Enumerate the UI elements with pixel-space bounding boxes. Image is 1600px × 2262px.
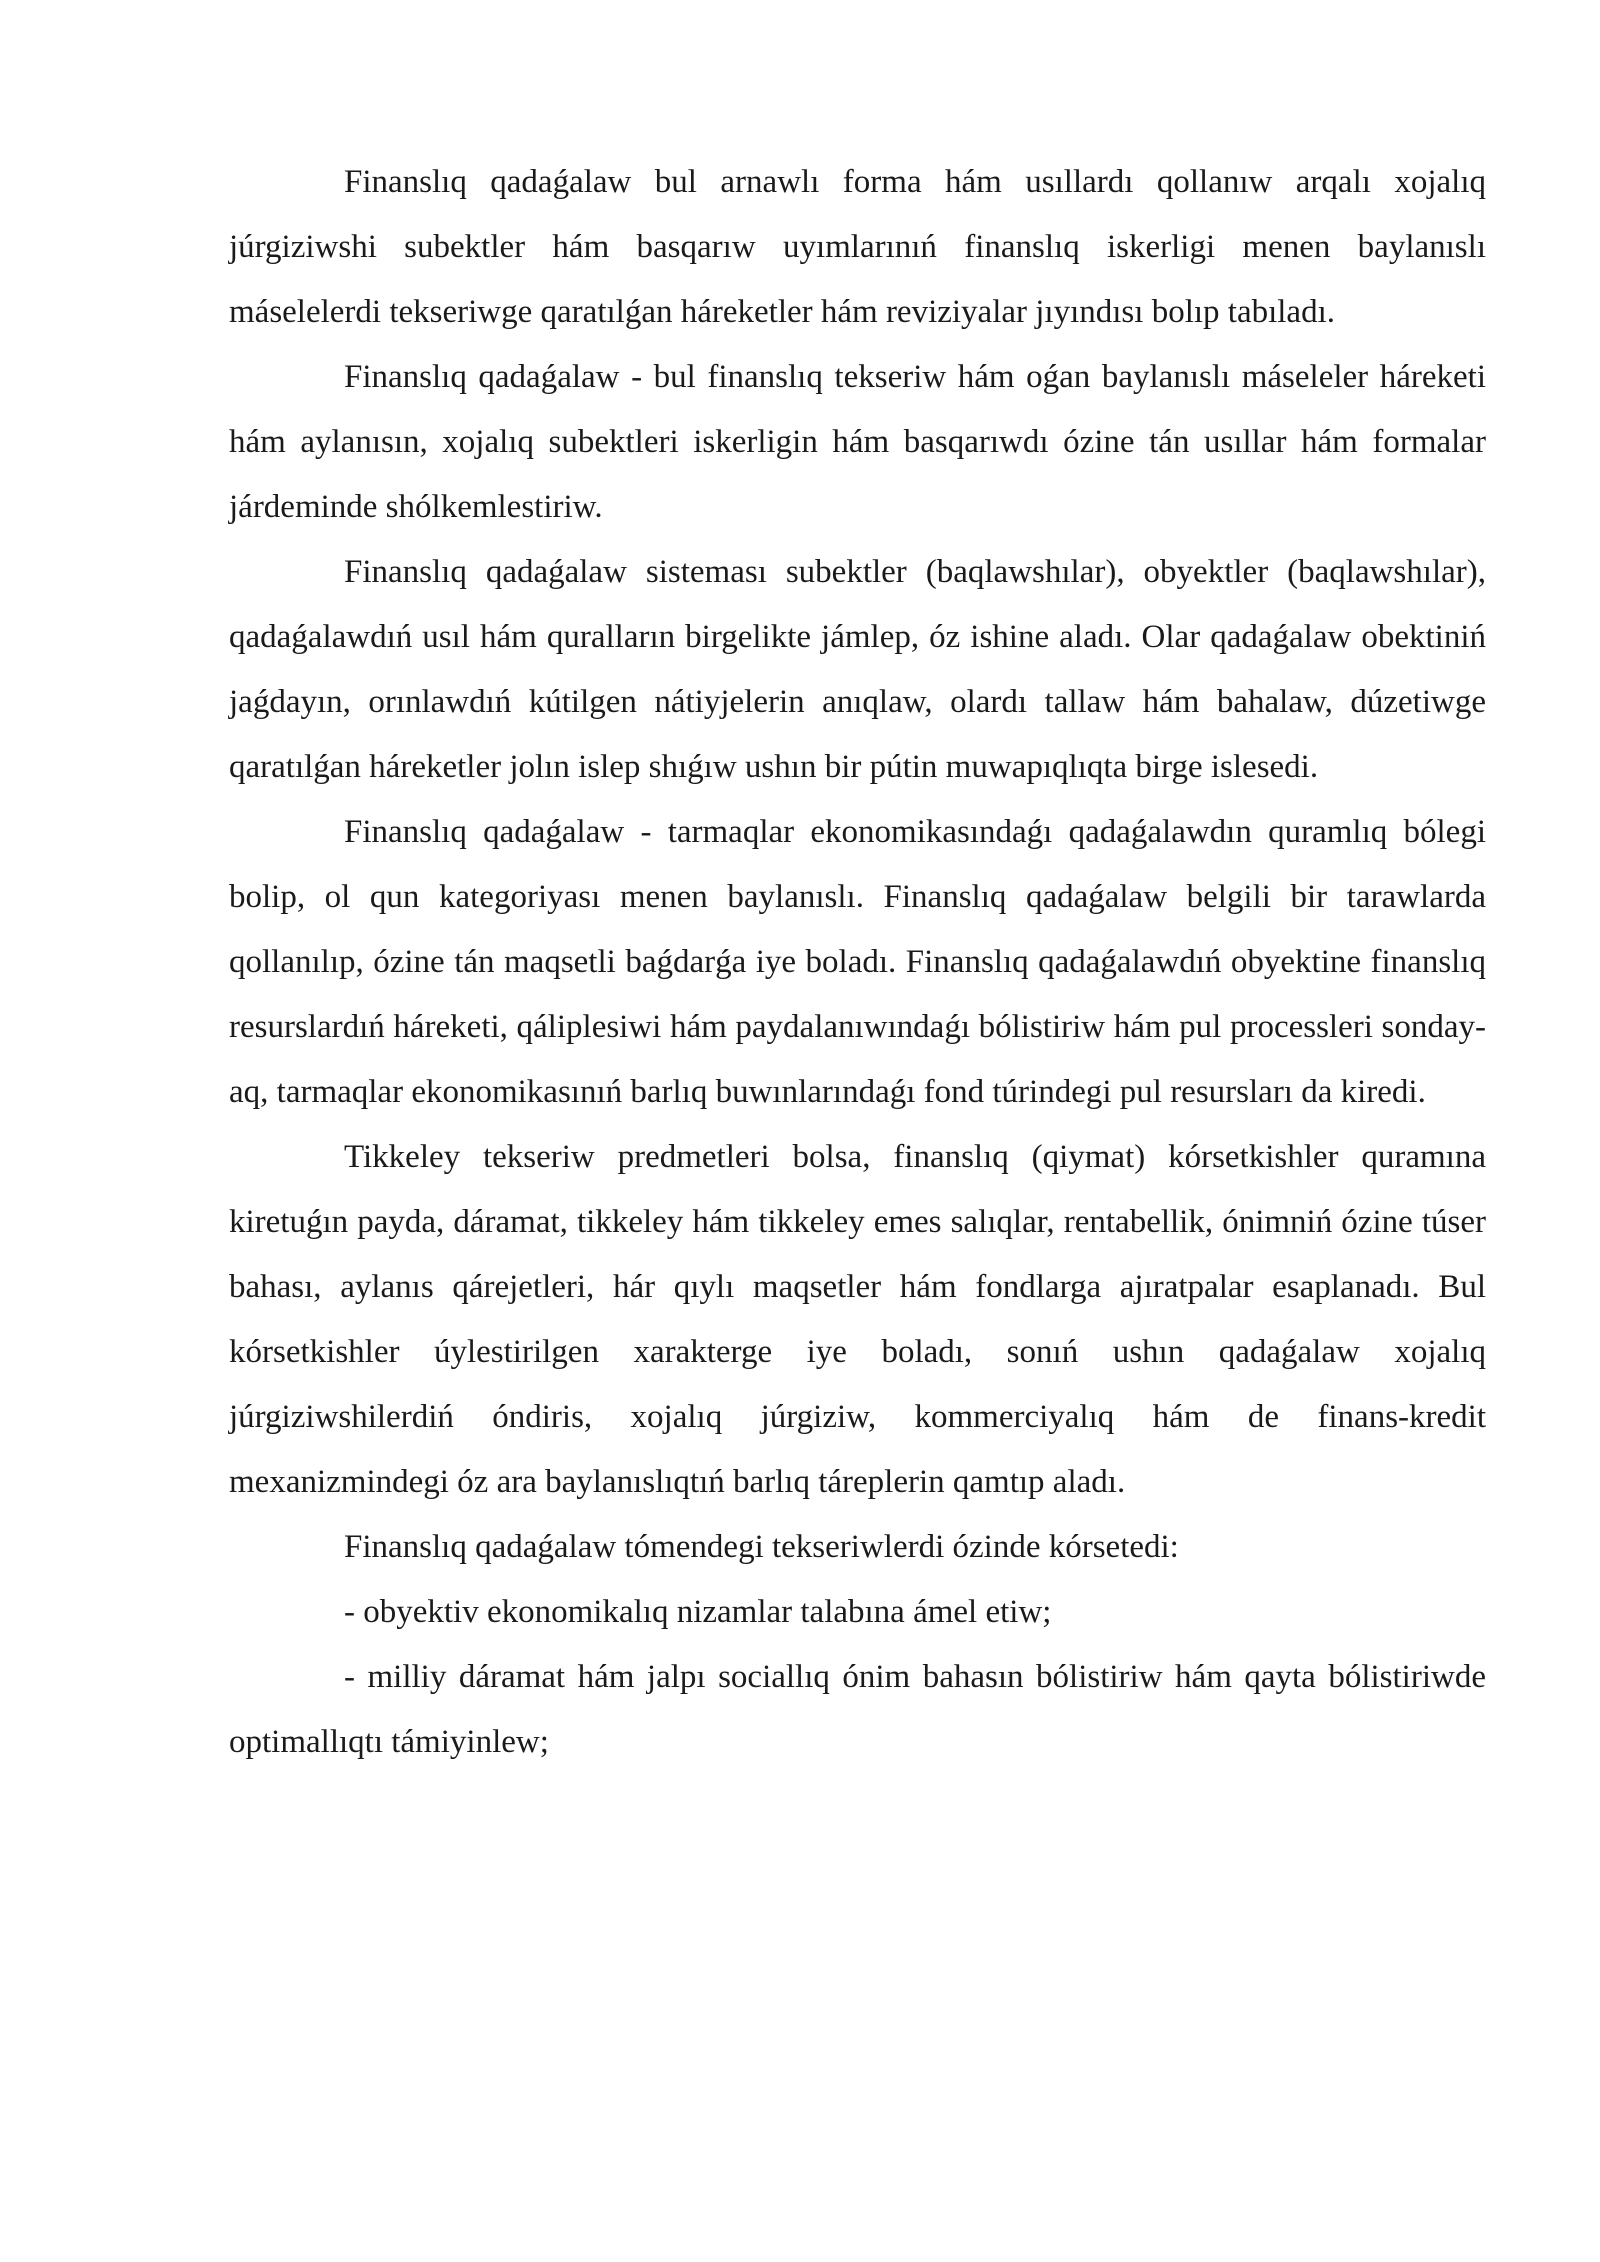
paragraph-6: Finanslıq qadaǵalaw tómendegi tekseriwlerdi ózinde kórsetedi: <box>344 1529 1179 1565</box>
paragraph-2: Finanslıq qadaǵalaw - bul finanslıq tekseriw hám oǵan baylanıslı máseleler háreketi hám aylanısın, xojalıq subektleri iskerligin hám basqarıwdı ózine tán usıllar hám formalar járdeminde shólkemlestiriw. <box>229 359 1486 525</box>
paragraph-3: Finanslıq qadaǵalaw sisteması subektler (baqlawshılar), obyektler (baqlawshılar), qadaǵalawdıń usıl hám quralların birgelikte jámlep, óz ishine aladı. Olar qadaǵalaw obektiniń jaǵdayın, orınlawdıń kútilgen nátiyjelerin anıqlaw, olardı tallaw hám bahalaw, dúzetiwge qaratılǵan háreketler jolın islep shıǵıw ushın bir pútin muwapıqlıqta birge islesedi. <box>229 554 1486 785</box>
list-item-1: - obyektiv ekonomikalıq nizamlar talabına ámel etiw; <box>344 1594 1052 1630</box>
document-body <box>229 150 1486 1775</box>
list-item-2: - milliy dáramat hám jalpı sociallıq ónim bahasın bólistiriw hám qayta bólistiriwde optimallıqtı támiyinlew; <box>229 1659 1486 1760</box>
paragraph-1: Finanslıq qadaǵalaw bul arnawlı forma hám usıllardı qollanıw arqalı xojalıq júrgiziwshi subektler hám basqarıw uyımlarınıń finanslıq iskerligi menen baylanıslı máselelerdi tekseriwge qaratılǵan háreketler hám reviziyalar jıyındısı bolıp tabıladı. <box>229 164 1486 330</box>
paragraph-5: Tikkeley tekseriw predmetleri bolsa, finanslıq (qiymat) kórsetkishler quramına kiretuǵın payda, dáramat, tikkeley hám tikkeley emes salıqlar, rentabellik, ónimniń ózine túser bahası, aylanıs qárejetleri, hár qıylı maqsetler hám fondlarga ajıratpalar esaplanadı. Bul kórsetkishler úylestirilgen xarakterge iye boladı, sonıń ushın qadaǵalaw xojalıq júrgiziwshilerdiń óndiris, xojalıq júrgiziw, kommerciyalıq hám de finans-kredit mexanizmindegi óz ara baylanıslıqtıń barlıq táreplerin qamtıp aladı. <box>229 1139 1486 1500</box>
paragraph-4: Finanslıq qadaǵalaw - tarmaqlar ekonomikasındaǵı qadaǵalawdın quramlıq bólegi bolip, ol qun kategoriyası menen baylanıslı. Finanslıq qadaǵalaw belgili bir tarawlarda qollanılıp, ózine tán maqsetli baǵdarǵa iye boladı. Finanslıq qadaǵalawdıń obyektine finanslıq resurslardıń háreketi, qáliplesiwi hám paydalanıwındaǵı bólistiriw hám pul processleri sonday-aq, tarmaqlar ekonomikasınıń barlıq buwınlarındaǵı fond túrindegi pul resursları da kiredi. <box>229 814 1486 1110</box>
